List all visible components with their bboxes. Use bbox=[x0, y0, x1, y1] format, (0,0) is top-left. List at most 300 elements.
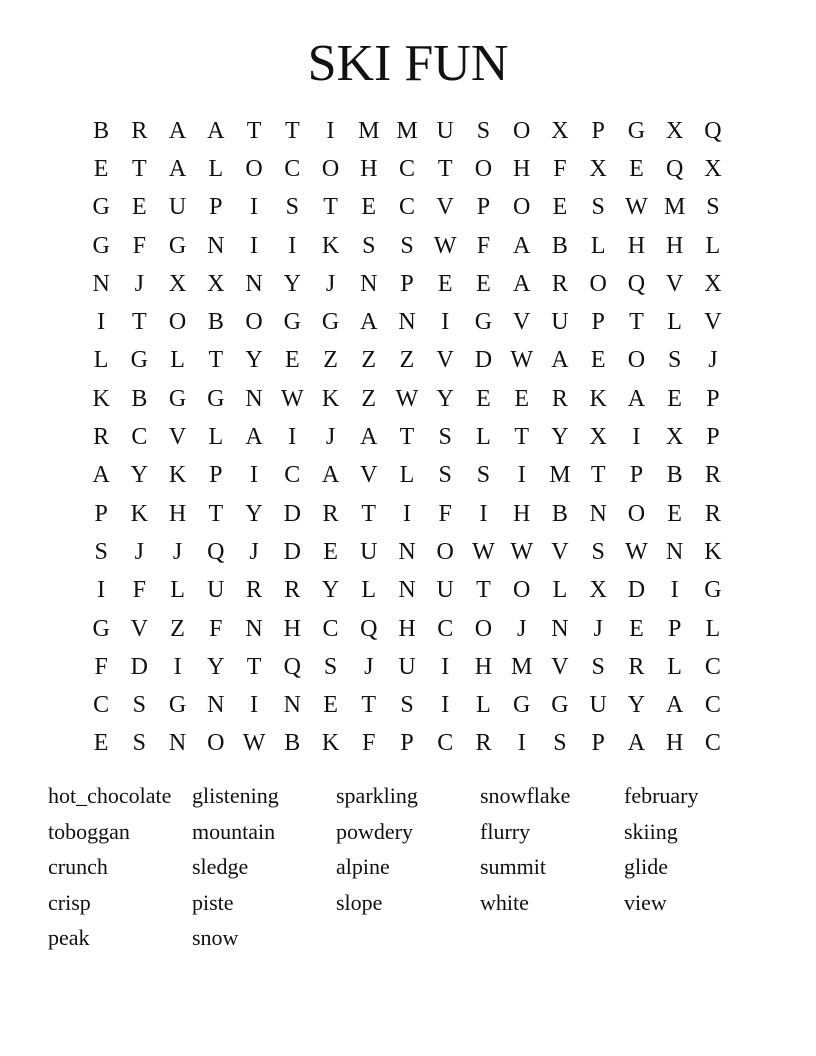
grid-letter: I bbox=[670, 577, 679, 604]
grid-row bbox=[82, 112, 732, 150]
grid-letter: Q bbox=[704, 117, 722, 144]
grid-letter: G bbox=[92, 194, 110, 221]
grid-letter: L bbox=[476, 692, 491, 719]
grid-letter: A bbox=[513, 232, 531, 259]
grid-letter: H bbox=[398, 615, 416, 642]
grid-letter: W bbox=[433, 232, 457, 259]
grid-letter: J bbox=[364, 653, 374, 680]
grid-letter: E bbox=[514, 385, 530, 412]
word-list-item: toboggan bbox=[48, 818, 130, 844]
grid-letter: J bbox=[172, 538, 183, 565]
grid-letter: S bbox=[591, 538, 605, 565]
word-list-item: hot_chocolate bbox=[48, 783, 172, 808]
grid-letter: W bbox=[242, 730, 266, 757]
grid-row bbox=[82, 227, 732, 265]
grid-letter: Q bbox=[627, 270, 646, 297]
grid-letter: U bbox=[398, 653, 416, 680]
grid-letter: A bbox=[92, 462, 110, 489]
word-list-item: sparkling bbox=[336, 783, 418, 808]
grid-letter: D bbox=[474, 347, 493, 374]
grid-letter: P bbox=[706, 385, 720, 412]
grid-letter: A bbox=[321, 462, 340, 489]
grid-letter: P bbox=[400, 730, 414, 757]
grid-letter: V bbox=[704, 309, 722, 336]
grid-letter: E bbox=[323, 538, 338, 565]
grid-letter: V bbox=[436, 347, 454, 374]
word-list-item: slope bbox=[336, 889, 383, 915]
grid-letter: S bbox=[476, 117, 491, 144]
grid-letter: B bbox=[551, 500, 568, 527]
grid-letter: U bbox=[360, 538, 378, 565]
word-list-item: crisp bbox=[48, 889, 91, 915]
grid-letter: I bbox=[326, 117, 335, 144]
grid-letter: Y bbox=[245, 347, 263, 374]
grid-letter: G bbox=[168, 232, 187, 259]
word-list bbox=[48, 778, 768, 956]
grid-letter: R bbox=[131, 117, 148, 144]
grid-letter: O bbox=[245, 155, 263, 182]
grid-letter: S bbox=[323, 653, 338, 680]
grid-letter: H bbox=[168, 500, 187, 527]
grid-letter: A bbox=[665, 692, 684, 719]
grid-letter: C bbox=[398, 155, 415, 182]
grid-letter: D bbox=[283, 538, 301, 565]
word-list-item: mountain bbox=[192, 818, 276, 844]
grid-letter: I bbox=[250, 232, 259, 259]
grid-letter: C bbox=[704, 653, 721, 680]
grid-letter: G bbox=[321, 309, 340, 336]
grid-letter: Y bbox=[551, 424, 569, 451]
grid-letter: G bbox=[513, 692, 531, 719]
grid-letter: P bbox=[209, 462, 223, 489]
grid-row bbox=[82, 457, 732, 495]
grid-letter: R bbox=[246, 577, 263, 604]
grid-letter: U bbox=[168, 194, 187, 221]
grid-letter: E bbox=[476, 270, 491, 297]
grid-letter: A bbox=[627, 730, 646, 757]
grid-letter: Z bbox=[323, 347, 338, 374]
grid-letter: M bbox=[358, 117, 380, 144]
grid-letter: W bbox=[280, 385, 304, 412]
grid-letter: A bbox=[551, 347, 569, 374]
grid-letter: S bbox=[438, 424, 452, 451]
grid-letter: T bbox=[323, 194, 338, 221]
grid-letter: O bbox=[168, 309, 187, 336]
grid-letter: C bbox=[704, 730, 721, 757]
grid-letter: V bbox=[436, 194, 454, 221]
grid-letter: E bbox=[93, 155, 109, 182]
grid-letter: W bbox=[395, 385, 419, 412]
grid-letter: G bbox=[168, 692, 187, 719]
grid-letter: C bbox=[322, 615, 339, 642]
grid-letter: R bbox=[704, 500, 721, 527]
grid-letter: M bbox=[396, 117, 418, 144]
grid-letter: P bbox=[591, 730, 605, 757]
grid-letter: T bbox=[590, 462, 606, 489]
grid-letter: P bbox=[209, 194, 223, 221]
grid-letter: W bbox=[625, 194, 648, 221]
grid-letter: P bbox=[706, 424, 720, 451]
grid-letter: G bbox=[283, 309, 301, 336]
grid-letter: G bbox=[474, 309, 493, 336]
grid-letter: B bbox=[93, 117, 110, 144]
grid-letter: O bbox=[207, 730, 225, 757]
grid-letter: H bbox=[665, 232, 684, 259]
grid-letter: T bbox=[476, 577, 491, 604]
grid-letter: R bbox=[475, 730, 492, 757]
grid-letter: J bbox=[134, 538, 145, 565]
grid-letter: W bbox=[625, 538, 648, 565]
grid-letter: I bbox=[288, 232, 297, 259]
word-list-item: summit bbox=[480, 854, 547, 880]
grid-letter: C bbox=[284, 155, 301, 182]
grid-letter: T bbox=[629, 309, 644, 336]
grid-letter: I bbox=[479, 500, 488, 527]
grid-letter: Q bbox=[665, 155, 684, 182]
grid-letter: S bbox=[438, 462, 452, 489]
word-list-item: glistening bbox=[192, 783, 279, 808]
grid-letter: N bbox=[92, 270, 110, 297]
grid-letter: L bbox=[705, 615, 721, 642]
grid-letter: B bbox=[207, 309, 224, 336]
grid-letter: N bbox=[398, 577, 416, 604]
grid-row bbox=[82, 648, 732, 686]
grid-letter: N bbox=[398, 309, 416, 336]
grid-row bbox=[82, 610, 732, 648]
word-list-item: piste bbox=[192, 889, 234, 915]
grid-letter: I bbox=[517, 730, 526, 757]
grid-letter: I bbox=[97, 309, 106, 336]
letter-grid bbox=[82, 112, 732, 762]
grid-letter: E bbox=[667, 500, 682, 527]
grid-letter: E bbox=[132, 194, 147, 221]
grid-letter: E bbox=[361, 194, 377, 221]
grid-letter: C bbox=[131, 424, 148, 451]
grid-letter: Z bbox=[170, 615, 185, 642]
grid-letter: K bbox=[321, 232, 340, 259]
grid-letter: Y bbox=[207, 653, 225, 680]
word-list-item: view bbox=[624, 889, 667, 915]
grid-letter: V bbox=[130, 615, 149, 642]
grid-letter: S bbox=[400, 692, 414, 719]
grid-letter: X bbox=[589, 577, 607, 604]
grid-letter: T bbox=[437, 155, 453, 182]
grid-letter: S bbox=[553, 730, 567, 757]
grid-letter: H bbox=[474, 653, 493, 680]
grid-letter: E bbox=[323, 692, 338, 719]
grid-letter: J bbox=[134, 270, 145, 297]
grid-letter: C bbox=[93, 692, 110, 719]
grid-letter: S bbox=[667, 347, 682, 374]
grid-letter: F bbox=[209, 615, 223, 642]
word-list-item: sledge bbox=[192, 854, 249, 880]
grid-letter: F bbox=[438, 500, 452, 527]
grid-letter: L bbox=[170, 347, 185, 374]
grid-letter: F bbox=[476, 232, 491, 259]
grid-letter: O bbox=[436, 538, 454, 565]
grid-letter: F bbox=[132, 232, 147, 259]
grid-letter: N bbox=[589, 500, 607, 527]
grid-letter: H bbox=[283, 615, 301, 642]
grid-letter: S bbox=[591, 653, 605, 680]
word-list-item: flurry bbox=[480, 818, 531, 844]
grid-letter: L bbox=[399, 462, 415, 489]
grid-letter: J bbox=[593, 615, 603, 642]
grid-letter: F bbox=[132, 577, 147, 604]
grid-letter: E bbox=[284, 347, 300, 374]
grid-letter: X bbox=[589, 155, 607, 182]
grid-letter: E bbox=[552, 194, 568, 221]
grid-letter: A bbox=[168, 117, 187, 144]
grid-row bbox=[82, 303, 732, 341]
grid-letter: T bbox=[399, 424, 415, 451]
grid-letter: R bbox=[93, 424, 110, 451]
grid-letter: E bbox=[437, 270, 453, 297]
grid-letter: B bbox=[551, 232, 568, 259]
word-list-item: white bbox=[480, 889, 529, 915]
word-list-item: snowflake bbox=[480, 783, 571, 808]
grid-letter: P bbox=[591, 309, 605, 336]
grid-letter: H bbox=[513, 500, 531, 527]
word-list-item: alpine bbox=[336, 854, 390, 880]
grid-letter: J bbox=[325, 270, 336, 297]
grid-letter: O bbox=[627, 347, 646, 374]
grid-letter: O bbox=[513, 117, 531, 144]
grid-letter: L bbox=[170, 577, 185, 604]
grid-letter: K bbox=[130, 500, 149, 527]
grid-letter: G bbox=[168, 385, 187, 412]
word-list-item: snow bbox=[192, 925, 239, 951]
grid-letter: U bbox=[207, 577, 225, 604]
grid-letter: F bbox=[362, 730, 376, 757]
word-list-item: powdery bbox=[336, 818, 413, 844]
grid-letter: C bbox=[704, 692, 721, 719]
grid-letter: G bbox=[627, 117, 646, 144]
grid-letter: R bbox=[628, 653, 645, 680]
word-list-item: glide bbox=[624, 854, 668, 880]
grid-letter: N bbox=[551, 615, 569, 642]
grid-letter: T bbox=[246, 653, 262, 680]
grid-letter: K bbox=[321, 730, 340, 757]
grid-letter: N bbox=[245, 615, 263, 642]
grid-letter: K bbox=[168, 462, 187, 489]
grid-letter: M bbox=[663, 194, 686, 221]
grid-letter: F bbox=[553, 155, 567, 182]
grid-letter: V bbox=[551, 653, 569, 680]
grid-letter: P bbox=[667, 615, 682, 642]
grid-letter: M bbox=[549, 462, 571, 489]
grid-letter: J bbox=[325, 424, 336, 451]
grid-letter: I bbox=[402, 500, 411, 527]
grid-row bbox=[82, 380, 732, 418]
grid-letter: C bbox=[437, 615, 454, 642]
grid-letter: X bbox=[665, 424, 684, 451]
grid-row bbox=[82, 533, 732, 571]
grid-letter: J bbox=[708, 347, 718, 374]
page-title: SKI FUN bbox=[307, 35, 509, 92]
grid-letter: W bbox=[510, 347, 534, 374]
grid-letter: S bbox=[132, 730, 147, 757]
grid-letter: G bbox=[551, 692, 569, 719]
grid-letter: X bbox=[589, 424, 607, 451]
grid-letter: O bbox=[589, 270, 607, 297]
grid-row bbox=[82, 572, 732, 610]
grid-letter: N bbox=[207, 232, 225, 259]
grid-letter: L bbox=[93, 347, 109, 374]
grid-letter: I bbox=[441, 692, 450, 719]
grid-letter: M bbox=[511, 653, 533, 680]
grid-letter: X bbox=[704, 155, 722, 182]
grid-letter: L bbox=[361, 577, 377, 604]
grid-letter: T bbox=[361, 500, 377, 527]
grid-letter: Y bbox=[436, 385, 454, 412]
grid-letter: T bbox=[208, 500, 224, 527]
grid-letter: Y bbox=[245, 500, 263, 527]
grid-letter: X bbox=[168, 270, 187, 297]
grid-letter: R bbox=[704, 462, 721, 489]
grid-letter: A bbox=[360, 424, 378, 451]
grid-letter: W bbox=[472, 538, 495, 565]
grid-letter: Z bbox=[399, 347, 415, 374]
grid-letter: L bbox=[208, 155, 224, 182]
grid-letter: L bbox=[590, 232, 606, 259]
grid-letter: P bbox=[629, 462, 644, 489]
grid-letter: G bbox=[92, 232, 110, 259]
grid-letter: X bbox=[551, 117, 569, 144]
grid-letter: E bbox=[629, 615, 644, 642]
grid-letter: I bbox=[632, 424, 641, 451]
grid-letter: O bbox=[513, 194, 531, 221]
grid-letter: L bbox=[552, 577, 568, 604]
grid-letter: H bbox=[360, 155, 378, 182]
grid-letter: X bbox=[207, 270, 225, 297]
grid-letter: C bbox=[437, 730, 454, 757]
grid-letter: O bbox=[627, 500, 646, 527]
word-list-item: skiing bbox=[624, 818, 678, 844]
word-list-item: february bbox=[624, 783, 699, 808]
grid-letter: N bbox=[360, 270, 378, 297]
grid-letter: I bbox=[173, 653, 182, 680]
grid-letter: P bbox=[591, 117, 605, 144]
grid-letter: T bbox=[514, 424, 530, 451]
grid-letter: A bbox=[627, 385, 646, 412]
grid-row bbox=[82, 265, 732, 303]
grid-letter: D bbox=[130, 653, 149, 680]
grid-letter: T bbox=[208, 347, 224, 374]
grid-letter: S bbox=[132, 692, 147, 719]
grid-row bbox=[82, 418, 732, 456]
grid-letter: I bbox=[97, 577, 106, 604]
grid-letter: R bbox=[322, 500, 339, 527]
grid-letter: U bbox=[436, 117, 454, 144]
grid-letter: J bbox=[517, 615, 527, 642]
grid-letter: C bbox=[398, 194, 415, 221]
grid-row bbox=[82, 189, 732, 227]
grid-letter: N bbox=[398, 538, 416, 565]
grid-letter: I bbox=[517, 462, 526, 489]
grid-letter: X bbox=[665, 117, 684, 144]
grid-letter: R bbox=[551, 270, 568, 297]
grid-letter: I bbox=[441, 309, 450, 336]
grid-letter: U bbox=[551, 309, 569, 336]
grid-letter: Q bbox=[283, 653, 301, 680]
grid-letter: Q bbox=[207, 538, 225, 565]
grid-letter: O bbox=[474, 615, 493, 642]
grid-letter: B bbox=[284, 730, 301, 757]
grid-letter: K bbox=[92, 385, 110, 412]
grid-letter: E bbox=[476, 385, 491, 412]
grid-letter: T bbox=[284, 117, 300, 144]
grid-letter: L bbox=[667, 653, 682, 680]
grid-letter: U bbox=[436, 577, 454, 604]
grid-letter: O bbox=[321, 155, 340, 182]
grid-letter: Y bbox=[283, 270, 301, 297]
grid-letter: E bbox=[93, 730, 109, 757]
grid-letter: D bbox=[627, 577, 646, 604]
grid-letter: S bbox=[285, 194, 299, 221]
grid-letter: T bbox=[246, 117, 262, 144]
grid-letter: G bbox=[130, 347, 149, 374]
grid-letter: P bbox=[476, 194, 491, 221]
grid-letter: T bbox=[361, 692, 377, 719]
grid-letter: O bbox=[245, 309, 263, 336]
grid-letter: U bbox=[589, 692, 607, 719]
word-list-item: crunch bbox=[48, 854, 108, 880]
grid-letter: G bbox=[207, 385, 225, 412]
grid-letter: Y bbox=[321, 577, 340, 604]
grid-letter: A bbox=[245, 424, 263, 451]
grid-letter: A bbox=[207, 117, 225, 144]
grid-row bbox=[82, 725, 732, 763]
grid-letter: P bbox=[94, 500, 108, 527]
grid-letter: B bbox=[131, 385, 148, 412]
grid-letter: V bbox=[168, 424, 187, 451]
grid-letter: P bbox=[400, 270, 414, 297]
grid-letter: S bbox=[591, 194, 605, 221]
grid-letter: R bbox=[284, 577, 301, 604]
grid-letter: N bbox=[283, 692, 301, 719]
word-list-item: peak bbox=[48, 925, 90, 951]
grid-letter: A bbox=[513, 270, 531, 297]
grid-letter: H bbox=[627, 232, 646, 259]
grid-letter: I bbox=[250, 692, 259, 719]
grid-letter: L bbox=[667, 309, 682, 336]
grid-letter: V bbox=[551, 538, 569, 565]
grid-letter: N bbox=[207, 692, 225, 719]
grid-letter: I bbox=[250, 462, 259, 489]
grid-letter: V bbox=[665, 270, 684, 297]
grid-row bbox=[82, 686, 732, 724]
grid-letter: I bbox=[250, 194, 259, 221]
grid-letter: K bbox=[589, 385, 607, 412]
grid-letter: N bbox=[245, 270, 263, 297]
grid-letter: F bbox=[94, 653, 108, 680]
grid-letter: K bbox=[704, 538, 722, 565]
grid-letter: L bbox=[705, 232, 721, 259]
grid-letter: K bbox=[321, 385, 340, 412]
grid-row bbox=[82, 342, 732, 380]
grid-letter: Y bbox=[130, 462, 149, 489]
grid-letter: A bbox=[168, 155, 187, 182]
grid-letter: X bbox=[704, 270, 722, 297]
grid-letter: O bbox=[513, 577, 531, 604]
grid-letter: S bbox=[706, 194, 720, 221]
grid-letter: L bbox=[476, 424, 491, 451]
grid-letter: L bbox=[208, 424, 224, 451]
grid-letter: A bbox=[360, 309, 378, 336]
grid-letter: N bbox=[245, 385, 263, 412]
grid-letter: V bbox=[513, 309, 531, 336]
